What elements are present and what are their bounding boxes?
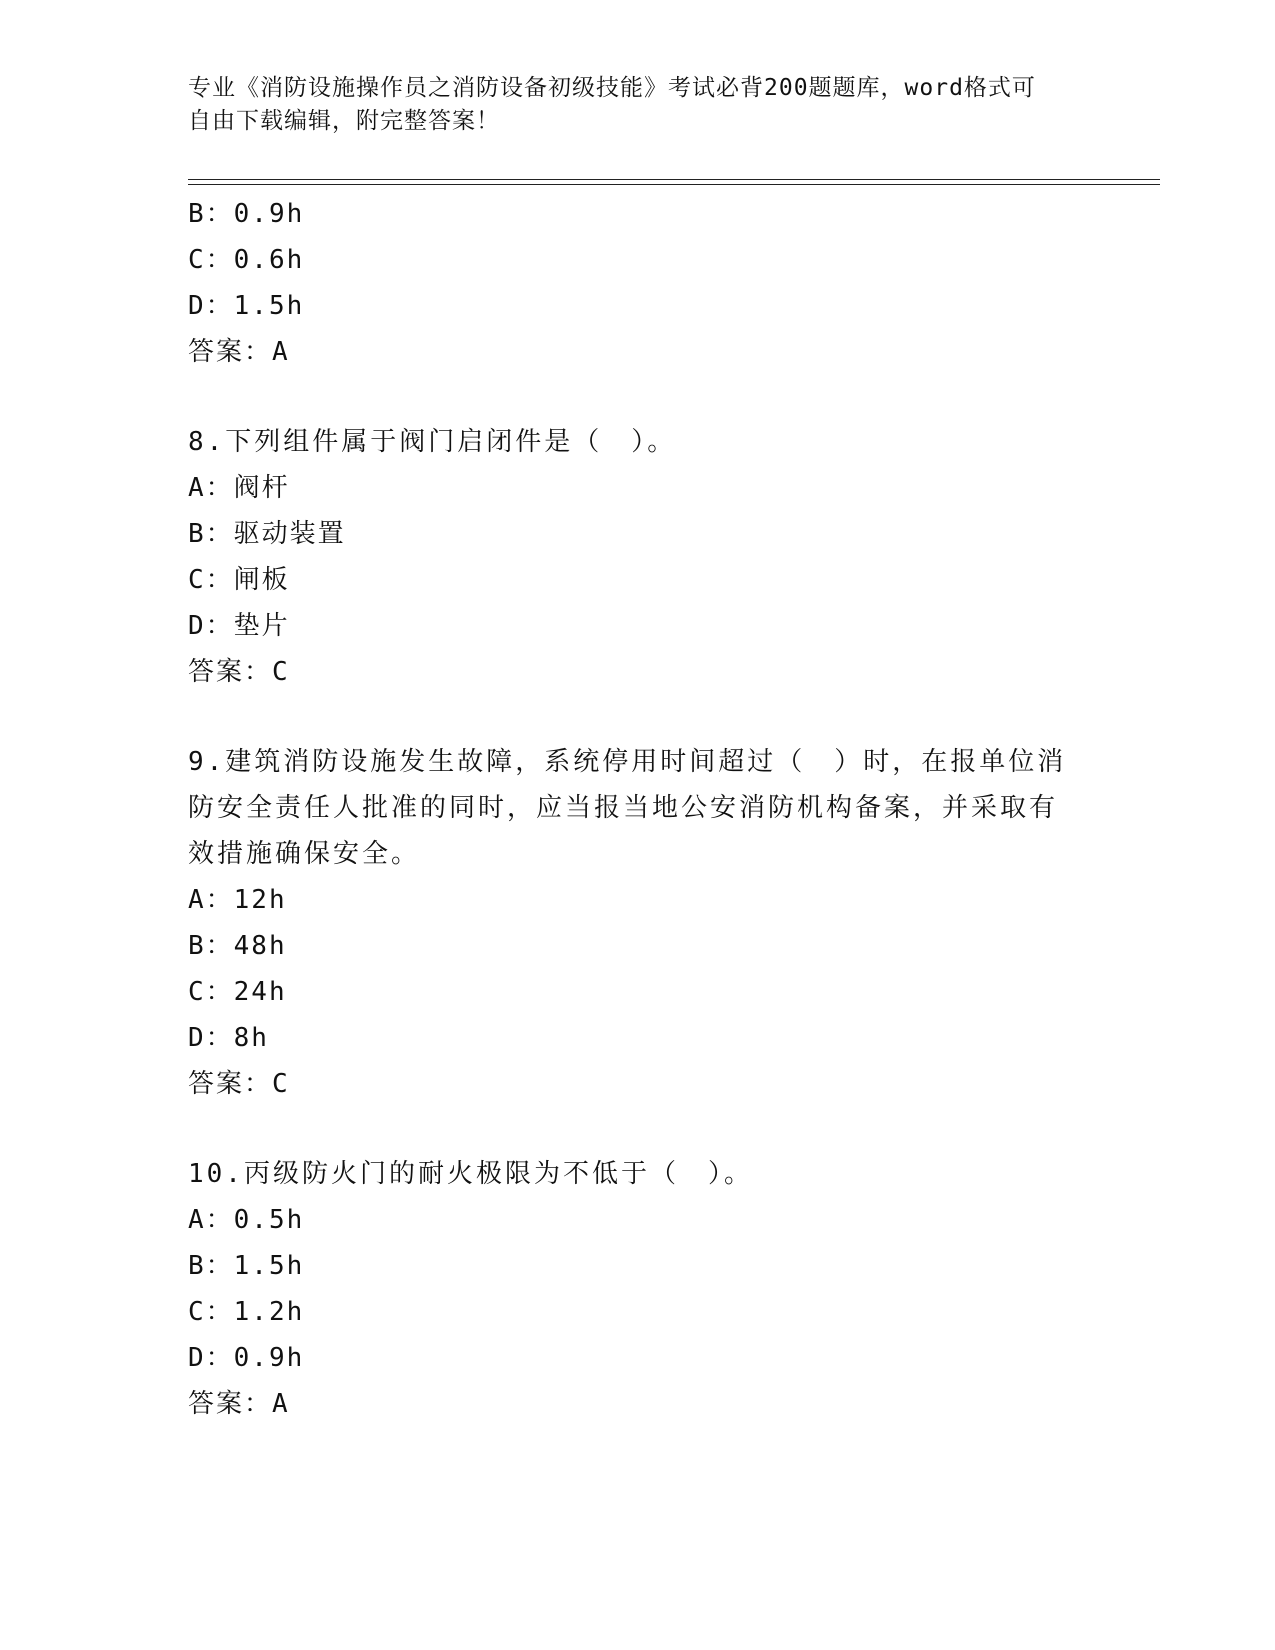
option-text: 0.9h	[233, 1343, 305, 1373]
question-fragment	[188, 191, 1088, 375]
answer-line: 答案：C	[188, 657, 290, 687]
question-10	[188, 1151, 1088, 1427]
option-label: C：	[188, 565, 234, 595]
option-c	[188, 237, 1088, 283]
option-b	[188, 923, 1088, 969]
option-b	[188, 191, 1088, 237]
question-text: 10.丙级防火门的耐火极限为不低于（ ）。	[188, 1159, 753, 1189]
spacer	[188, 1107, 1088, 1151]
option-text: 48h	[233, 931, 287, 961]
spacer	[188, 695, 1088, 739]
option-label: D：	[188, 291, 234, 321]
header-divider-thin	[188, 184, 1160, 185]
option-label: B：	[188, 519, 234, 549]
document-header	[188, 72, 1068, 138]
answer-line: 答案：A	[188, 337, 290, 367]
option-a	[188, 877, 1088, 923]
option-text: 0.5h	[233, 1205, 305, 1235]
option-text: 阀杆	[233, 473, 290, 503]
option-c	[188, 969, 1088, 1015]
option-text: 1.5h	[233, 291, 305, 321]
option-text: 24h	[233, 977, 287, 1007]
option-c	[188, 557, 1088, 603]
option-label: A：	[188, 885, 234, 915]
option-label: C：	[188, 245, 234, 275]
option-text: 驱动装置	[233, 519, 346, 549]
option-label: A：	[188, 473, 234, 503]
question-8	[188, 419, 1088, 695]
option-text: 8h	[233, 1023, 269, 1053]
option-text: 12h	[233, 885, 287, 915]
header-line-2: 自由下载编辑，附完整答案！	[188, 108, 500, 134]
answer-line: 答案：C	[188, 1069, 290, 1099]
option-text: 垫片	[233, 611, 290, 641]
question-list	[188, 191, 1088, 1427]
question-text: 8.下列组件属于阀门启闭件是（ ）。	[188, 427, 677, 457]
option-text: 1.5h	[233, 1251, 305, 1281]
option-c	[188, 1289, 1088, 1335]
header-divider-thick	[188, 179, 1160, 180]
option-label: A：	[188, 1205, 234, 1235]
option-a	[188, 1197, 1088, 1243]
option-label: B：	[188, 1251, 234, 1281]
question-9	[188, 739, 1088, 1107]
option-label: C：	[188, 977, 234, 1007]
option-b	[188, 1243, 1088, 1289]
option-a	[188, 465, 1088, 511]
option-label: C：	[188, 1297, 234, 1327]
option-d	[188, 603, 1088, 649]
question-text-line-3: 效措施确保安全。	[188, 839, 421, 869]
option-text: 0.9h	[233, 199, 305, 229]
option-text: 0.6h	[233, 245, 305, 275]
option-d	[188, 1335, 1088, 1381]
option-text: 1.2h	[233, 1297, 305, 1327]
option-label: D：	[188, 1023, 234, 1053]
option-label: B：	[188, 931, 234, 961]
option-label: D：	[188, 1343, 234, 1373]
question-text-line-1: 9.建筑消防设施发生故障，系统停用时间超过（ ）时，在报单位消	[188, 747, 1067, 777]
answer-line: 答案：A	[188, 1389, 290, 1419]
option-text: 闸板	[233, 565, 290, 595]
question-text-line-2: 防安全责任人批准的同时，应当报当地公安消防机构备案，并采取有	[188, 793, 1059, 823]
option-b	[188, 511, 1088, 557]
spacer	[188, 375, 1088, 419]
option-d	[188, 283, 1088, 329]
option-label: D：	[188, 611, 234, 641]
option-label: B：	[188, 199, 234, 229]
option-d	[188, 1015, 1088, 1061]
header-line-1: 专业《消防设施操作员之消防设备初级技能》考试必背200题题库，word格式可	[188, 75, 1036, 101]
